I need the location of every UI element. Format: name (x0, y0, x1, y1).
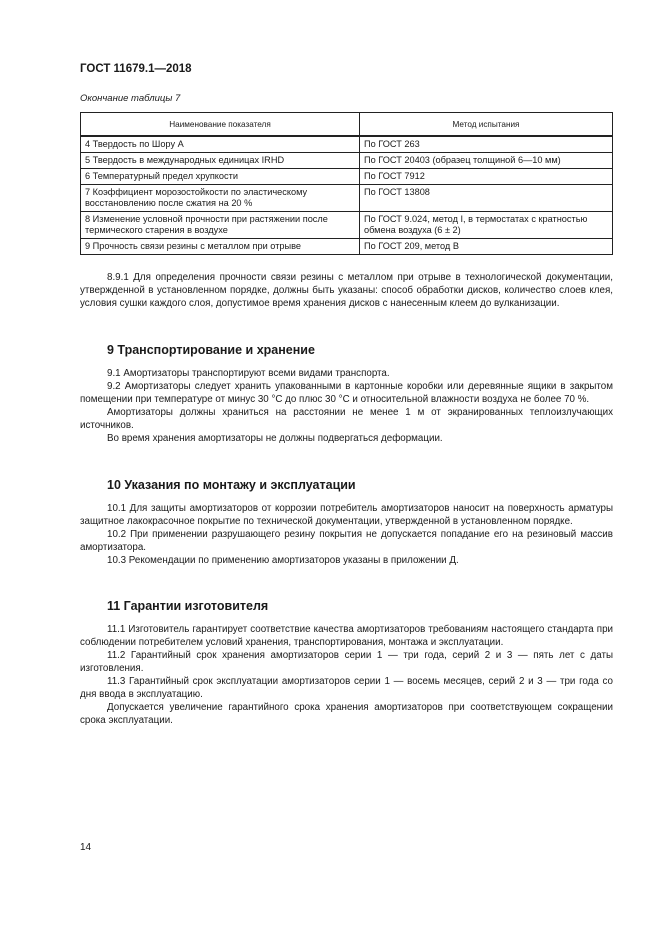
table-row (81, 239, 613, 255)
table-cell: По ГОСТ 7912 (360, 169, 613, 185)
table-cell: 4 Твердость по Шору А (81, 136, 360, 153)
section-body (80, 623, 613, 727)
section-heading: 10 Указания по монтажу и эксплуатации (107, 478, 356, 492)
document-code: ГОСТ 11679.1—2018 (80, 63, 192, 75)
paragraph: Допускается увеличение гарантийного срока хранения амортизаторов при соответствующем сокращении срока эксплуатации. (80, 702, 613, 726)
table-cell: 8 Изменение условной прочности при растяжении после термического старения в воздухе (81, 212, 360, 239)
section-heading: 9 Транспортирование и хранение (107, 343, 315, 357)
section-heading: 11 Гарантии изготовителя (107, 599, 269, 613)
column-header: Наименование показателя (81, 113, 360, 137)
table-cell: 7 Коэффициент морозостойкости по эластическому восстановлению после сжатия на 20 % (81, 185, 360, 212)
paragraph: 10.1 Для защиты амортизаторов от коррозии потребитель амортизаторов наносит на поверхность арматуры защитное лакокрасочное покрытие по технической документации, утвержденной в установленном порядке. (80, 503, 613, 527)
page-number: 14 (80, 842, 92, 853)
paragraph: Амортизаторы должны храниться на расстоянии не менее 1 м от экранированных теплоизлучающих источников. (80, 407, 613, 431)
table-row (81, 153, 613, 169)
table-caption: Окончание таблицы 7 (80, 93, 181, 104)
table-cell: По ГОСТ 9.024, метод I, в термостатах с кратностью обмена воздуха (6 ± 2) (360, 212, 613, 239)
specs-table (80, 112, 613, 255)
paragraph: 11.3 Гарантийный срок эксплуатации амортизаторов серии 1 — восемь месяцев, серий 2 и 3 — три года со дня ввода в эксплуатацию. (80, 676, 613, 700)
paragraph: 10.3 Рекомендации по применению амортизаторов указаны в приложении Д. (107, 555, 459, 566)
paragraph: 11.1 Изготовитель гарантирует соответствие качества амортизаторов требованиям настоящего стандарта при соблюдении потребителем условий хранения, транспортирования, монтажа и эксплуатации. (80, 624, 613, 648)
paragraph: 11.2 Гарантийный срок хранения амортизаторов серии 1 — три года, серий 2 и 3 — пять лет с даты изготовления. (80, 650, 613, 674)
table-header-row (81, 113, 613, 137)
table-cell: 6 Температурный предел хрупкости (81, 169, 360, 185)
paragraph-block (80, 271, 613, 310)
paragraph: Во время хранения амортизаторы не должны подвергаться деформации. (107, 433, 443, 444)
column-header: Метод испытания (360, 113, 613, 137)
paragraph: 9.1 Амортизаторы транспортируют всеми видами транспорта. (107, 368, 390, 379)
table-cell: По ГОСТ 20403 (образец толщиной 6—10 мм) (360, 153, 613, 169)
paragraph: 10.2 При применении разрушающего резину покрытия не допускается попадание его на резиновый массив амортизатора. (80, 529, 613, 553)
section-body (80, 367, 613, 445)
table-row (81, 136, 613, 153)
table-row (81, 212, 613, 239)
table-cell: По ГОСТ 209, метод В (360, 239, 613, 255)
section-body (80, 502, 613, 567)
paragraph: 9.2 Амортизаторы следует хранить упакованными в картонные коробки или деревянные ящики в закрытом помещении при температуре от минус 30 °С до плюс 30 °С и относительной влажности воздуха не более 70 %. (80, 381, 613, 405)
paragraph: 8.9.1 Для определения прочности связи резины с металлом при отрыве в технологической документации, утвержденной в установленном порядке, должны быть указаны: способ обработки дисков, количество слоев клея, условия сушки каждого слоя, допустимое время хранения дисков с нанесенным клеем до вулканизации. (80, 272, 613, 309)
table-row (81, 169, 613, 185)
table-cell: 9 Прочность связи резины с металлом при отрыве (81, 239, 360, 255)
table-row (81, 185, 613, 212)
table-cell: По ГОСТ 263 (360, 136, 613, 153)
table-cell: 5 Твердость в международных единицах IRHD (81, 153, 360, 169)
table-cell: По ГОСТ 13808 (360, 185, 613, 212)
